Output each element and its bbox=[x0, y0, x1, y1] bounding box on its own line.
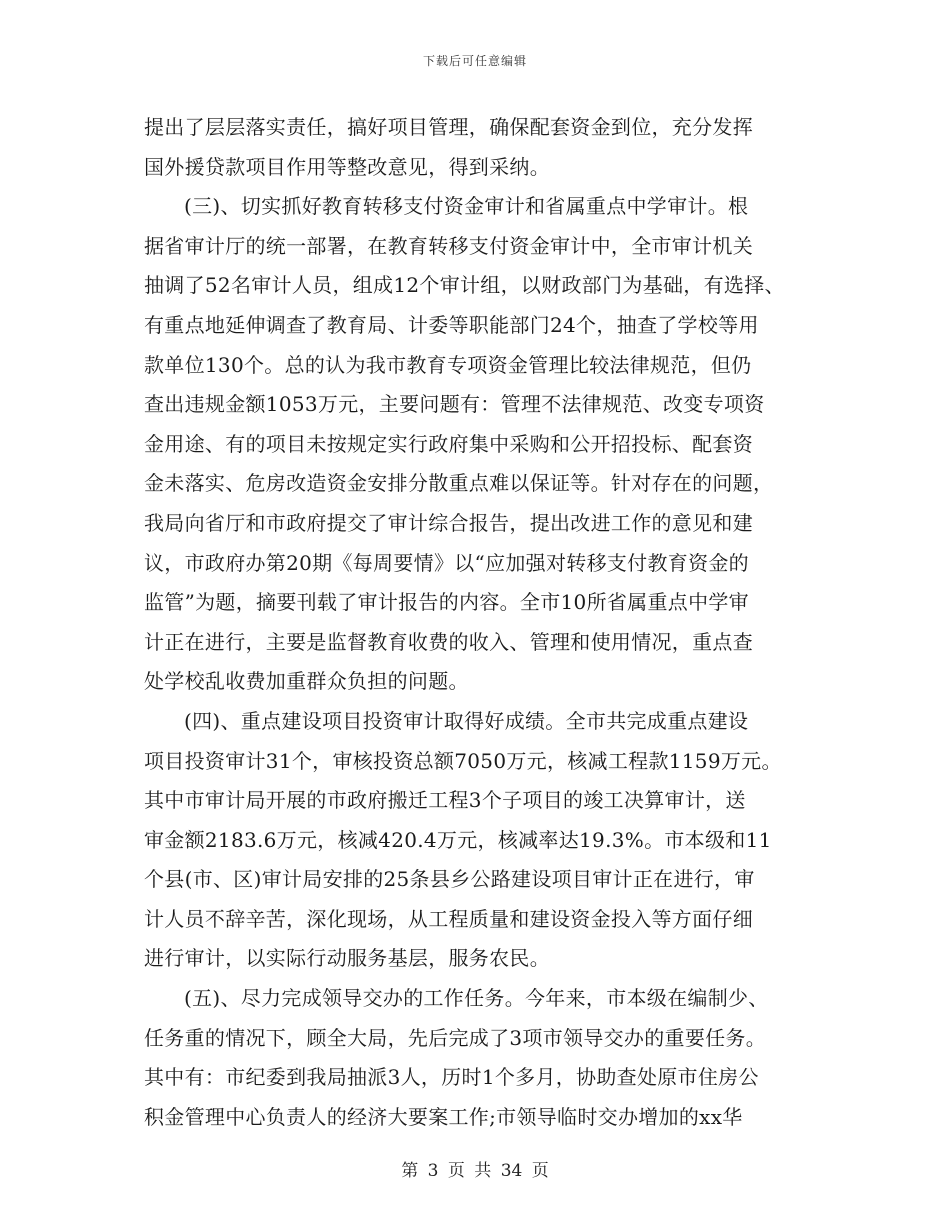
text-line: 议，市政府办第20期《每周要情》以“应加强对转移支付教育资金的 bbox=[144, 550, 749, 575]
text-line: 审金额2183.6万元，核减420.4万元，核减率达19.3%。市本级和11 bbox=[144, 827, 772, 852]
text-line: 款单位130个。总的认为我市教育专项资金管理比较法律规范，但仍 bbox=[144, 352, 752, 377]
text-line: 个县(市、区)审计局安排的25条县乡公路建设项目审计正在进行，审 bbox=[144, 867, 755, 892]
page-number-footer: 第 3 页 共 34 页 bbox=[401, 1161, 549, 1181]
text-line: 我局向省厅和市政府提交了审计综合报告，提出改进工作的意见和建 bbox=[144, 510, 753, 535]
text-line: 计人员不辞辛苦，深化现场，从工程质量和建设资金投入等方面仔细 bbox=[144, 906, 753, 931]
text-line: 其中市审计局开展的市政府搬迁工程3个子项目的竣工决算审计，送 bbox=[144, 788, 746, 813]
text-line: 项目投资审计31个，审核投资总额7050万元，核减工程款1159万元。 bbox=[144, 748, 782, 773]
text-line: 监管”为题，摘要刊载了审计报告的内容。全市10所省属重点中学审 bbox=[144, 590, 749, 615]
text-line: 任务重的情况下，顾全大局，先后完成了3项市领导交办的重要任务。 bbox=[144, 1025, 767, 1050]
text-line: 抽调了52名审计人员，组成12个审计组，以财政部门为基础，有选择、 bbox=[144, 273, 785, 298]
text-line: 计正在进行，主要是监督教育收费的收入、管理和使用情况，重点查 bbox=[144, 629, 753, 654]
text-line: 进行审计，以实际行动服务基层，服务农民。 bbox=[144, 946, 550, 971]
page-header: 下载后可任意编辑 bbox=[422, 54, 527, 68]
text-line: 国外援贷款项目作用等整改意见，得到采纳。 bbox=[144, 154, 550, 179]
section-heading-line: (四)、重点建设项目投资审计取得好成绩。全市共完成重点建设 bbox=[184, 708, 749, 733]
text-line: 查出违规金额1053万元，主要问题有：管理不法律规范、改变专项资 bbox=[144, 392, 765, 417]
text-line: 处学校乱收费加重群众负担的问题。 bbox=[144, 669, 469, 694]
text-line: 金未落实、危房改造资金安排分散重点难以保证等。针对存在的问题， bbox=[144, 471, 774, 496]
text-line: 其中有：市纪委到我局抽派3人，历时1个多月，协助查处原市住房公 bbox=[144, 1065, 759, 1090]
text-line: 有重点地延伸调查了教育局、计委等职能部门24个，抽查了学校等用 bbox=[144, 312, 759, 337]
text-line: 积金管理中心负责人的经济大要案工作;市领导临时交办增加的xx华 bbox=[144, 1104, 743, 1129]
text-line: 提出了层层落实责任，搞好项目管理，确保配套资金到位，充分发挥 bbox=[144, 115, 753, 139]
section-heading-line: (三)、切实抓好教育转移支付资金审计和省属重点中学审计。根 bbox=[184, 194, 749, 219]
section-heading-line: (五)、尽力完成领导交办的工作任务。今年来，市本级在编制少、 bbox=[184, 986, 769, 1011]
text-line: 金用途、有的项目未按规定实行政府集中采购和公开招投标、配套资 bbox=[144, 431, 753, 456]
text-line: 据省审计厅的统一部署，在教育转移支付资金审计中，全市审计机关 bbox=[144, 233, 753, 258]
document-body bbox=[144, 112, 809, 1141]
